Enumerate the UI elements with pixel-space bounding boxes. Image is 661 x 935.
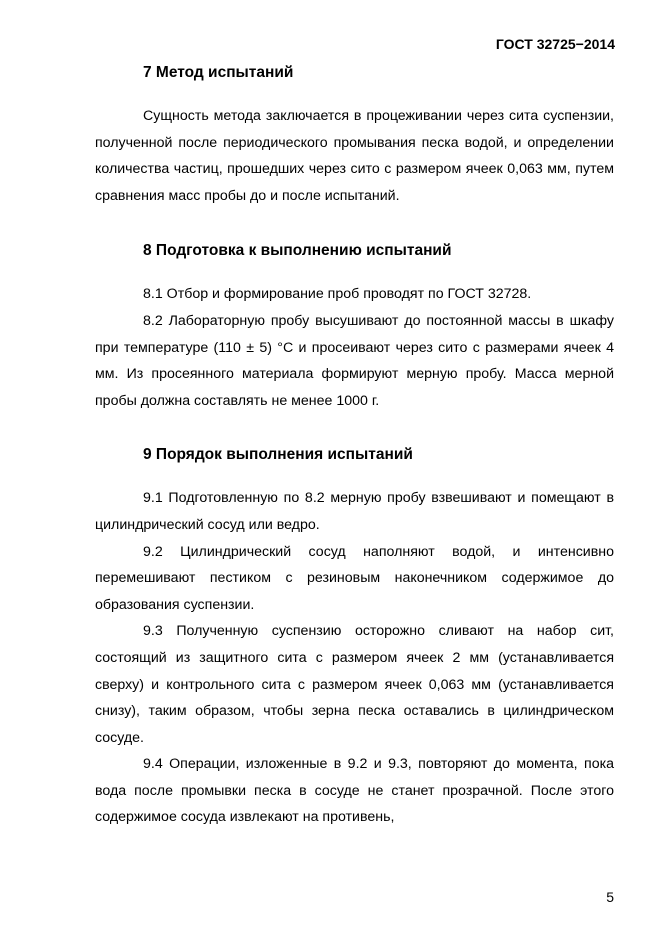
section-7: [95, 61, 614, 209]
section-heading: 9 Порядок выполнения испытаний: [143, 446, 413, 464]
paragraph: 9.4 Операции, изложенные в 9.2 и 9.3, повторяют до момента, пока вода после промывки песка в сосуде не станет прозрачной. После этого содержимое сосуда извлекают на противень,: [95, 756, 614, 826]
paragraph: 9.3 Полученную суспензию осторожно сливают на набор сит, состоящий из защитного сита с размером ячеек 2 мм (устанавливается сверху) и контрольного сита с размером ячеек 0,063 мм (устанавливается снизу), таким образом, чтобы зерна песка оставались в цилиндрическом сосуде.: [95, 623, 614, 746]
document-code: ГОСТ 32725−2014: [495, 36, 615, 52]
paragraph: 9.2 Цилиндрический сосуд наполняют водой, и интенсивно перемешивают пестиком с резиновым наконечником содержимое до образования суспензии.: [95, 543, 614, 613]
paragraph: 9.1 Подготовленную по 8.2 мерную пробу взвешивают и помещают в цилиндрический сосуд или ведро.: [95, 490, 614, 533]
section-heading: 8 Подготовка к выполнению испытаний: [143, 242, 452, 260]
paragraph: Сущность метода заключается в процеживании через сита суспензии, полученной после периодического промывания песка водой, и определении количества частиц, прошедших через сито с размером ячеек 0,063 мм, путем сравнения масс пробы до и после испытаний.: [95, 108, 614, 204]
section-heading: 7 Метод испытаний: [143, 64, 294, 81]
paragraph: 8.2 Лабораторную пробу высушивают до постоянной массы в шкафу при температуре (110 ± 5) °С и просеивают через сито с размерами ячеек 4 мм. Из просеянного материала формируют мерную пробу. Масса мерной пробы должна составлять не менее 1000 г.: [95, 312, 614, 409]
paragraph: 8.1 Отбор и формирование проб проводят по ГОСТ 32728.: [143, 286, 532, 303]
section-9: [95, 443, 614, 831]
page-number: 5: [606, 889, 614, 905]
section-8: [95, 239, 614, 414]
document-body: [95, 61, 614, 831]
